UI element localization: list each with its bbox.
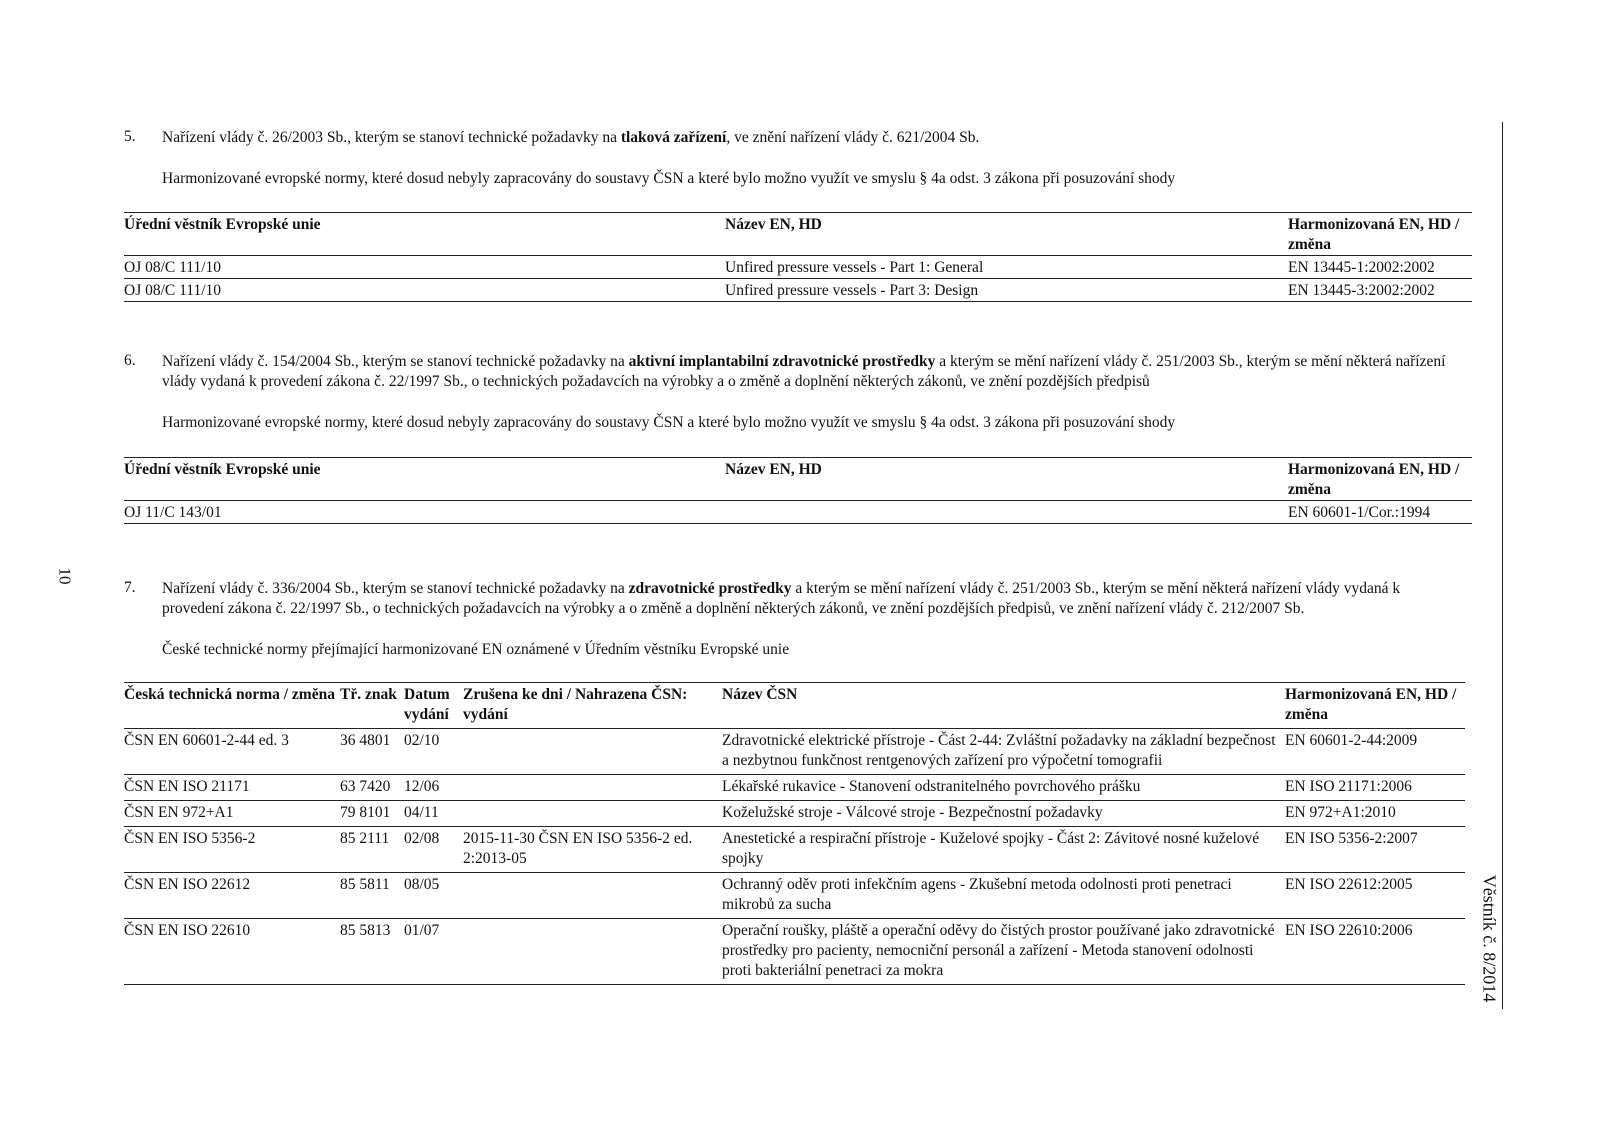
section-6-title: Nařízení vlády č. 154/2004 Sb., kterým se stanoví technické požadavky na aktivní implantabilní zdravotnické prostředky a kterým se mění nařízení vlády č. 251/2003 Sb., kterým se mění některá nařízení vlády vydaná k provedení zákona č. 22/1997 Sb., o technických požadavcích na výrobky a o změně a doplnění některých zákonů, ve znění pozdějších předpisů: [162, 353, 1446, 390]
table-row: [124, 775, 1465, 801]
section-5-table: [124, 212, 1472, 302]
table-cell: EN 13445-1:2002:2002: [1288, 259, 1435, 276]
table-cell: EN ISO 21171:2006: [1285, 778, 1412, 795]
section-7-table: [124, 682, 1465, 985]
column-header: Tř. znak: [340, 686, 397, 703]
section-6-table: [124, 457, 1472, 524]
table-cell: EN ISO 22612:2005: [1285, 876, 1413, 893]
table-cell: Unfired pressure vessels - Part 3: Design: [725, 282, 979, 299]
margin-divider: [1502, 122, 1503, 1009]
table-cell: 85 5811: [340, 876, 390, 893]
column-header: Harmonizovaná EN, HD / změna: [1288, 216, 1460, 253]
column-header: Harmonizovaná EN, HD / změna: [1288, 461, 1460, 498]
column-header: Datum vydání: [404, 686, 450, 723]
table-cell: [463, 775, 722, 801]
column-header: Česká technická norma / změna: [124, 686, 335, 703]
table-header-row: [124, 458, 1472, 501]
table-cell: OJ 08/C 111/10: [124, 282, 222, 299]
table-cell: OJ 08/C 111/10: [124, 259, 222, 276]
column-header: Úřední věstník Evropské unie: [124, 216, 321, 233]
section-5-number: 5.: [124, 128, 136, 145]
page-number: 10: [55, 567, 75, 585]
section-6-subtitle: Harmonizované evropské normy, které dosud nebyly zapracovány do soustavy ČSN a které bylo možno využít ve smyslu § 4a odst. 3 zákona při posuzování shody: [162, 414, 1176, 431]
table-header-row: [124, 683, 1465, 729]
table-cell: 63 7420: [340, 778, 391, 795]
table-cell: Operační roušky, pláště a operační oděvy do čistých prostor používané jako zdravotnické prostředky pro pacienty, nemocniční personál a zařízení - Metoda stanovení odolnosti proti bakteriální penetraci za mokra: [722, 922, 1275, 979]
table-cell: EN ISO 22610:2006: [1285, 922, 1413, 939]
table-cell: [463, 801, 722, 827]
table-header-row: [124, 213, 1472, 256]
table-cell: 01/07: [404, 922, 440, 939]
table-cell: Lékařské rukavice - Stanovení odstranitelného povrchového prášku: [722, 778, 1141, 795]
section-5-title: Nařízení vlády č. 26/2003 Sb., kterým se stanoví technické požadavky na tlaková zařízení, ve znění nařízení vlády č. 621/2004 Sb.: [162, 129, 980, 146]
table-row: [124, 919, 1465, 985]
table-cell: 02/08: [404, 830, 440, 847]
table-row: [124, 827, 1465, 873]
table-row: [124, 873, 1465, 919]
table-cell: EN 972+A1:2010: [1285, 804, 1396, 821]
table-row: [124, 256, 1472, 279]
table-cell: Anestetické a respirační přístroje - Kuželové spojky - Část 2: Závitové nosné kuželové spojky: [722, 830, 1260, 867]
table-cell: EN ISO 5356-2:2007: [1285, 830, 1418, 847]
table-row: [124, 279, 1472, 302]
column-header: Harmonizovaná EN, HD / změna: [1285, 686, 1457, 723]
table-cell: [463, 729, 722, 775]
table-cell: 85 2111: [340, 830, 390, 847]
table-cell: ČSN EN ISO 21171: [124, 778, 250, 795]
table-cell: ČSN EN ISO 5356-2: [124, 830, 256, 847]
column-header: Název ČSN: [722, 686, 798, 703]
table-cell: 2015-11-30 ČSN EN ISO 5356-2 ed. 2:2013-05: [463, 830, 693, 867]
table-cell: EN 60601-2-44:2009: [1285, 732, 1418, 749]
section-7-subtitle: České technické normy přejímající harmonizované EN oznámené v Úředním věstníku Evropské unie: [162, 641, 790, 658]
section-5-subtitle: Harmonizované evropské normy, které dosud nebyly zapracovány do soustavy ČSN a které bylo možno využít ve smyslu § 4a odst. 3 zákona při posuzování shody: [162, 170, 1176, 187]
table-cell: ČSN EN 60601-2-44 ed. 3: [124, 732, 289, 749]
table-cell: EN 13445-3:2002:2002: [1288, 282, 1435, 299]
column-header: Úřední věstník Evropské unie: [124, 461, 321, 478]
table-cell: Zdravotnické elektrické přístroje - Část 2-44: Zvláštní požadavky na základní bezpečnost a nezbytnou funkčnost rentgenových zařízení pro výpočetní tomografii: [722, 732, 1276, 769]
table-cell: [725, 501, 1288, 524]
table-cell: ČSN EN ISO 22610: [124, 922, 251, 939]
table-row: [124, 501, 1472, 524]
table-cell: 85 5813: [340, 922, 391, 939]
table-cell: ČSN EN 972+A1: [124, 804, 234, 821]
journal-issue: Věstník č. 8/2014: [1479, 874, 1500, 1003]
table-cell: OJ 11/C 143/01: [124, 504, 222, 521]
table-cell: EN 60601-1/Cor.:1994: [1288, 504, 1431, 521]
column-header: Název EN, HD: [725, 461, 822, 478]
section-7-title: Nařízení vlády č. 336/2004 Sb., kterým se stanoví technické požadavky na zdravotnické prostředky a kterým se mění nařízení vlády č. 251/2003 Sb., kterým se mění některá nařízení vlády vydaná k provedení zákona č. 22/1997 Sb., o technických požadavcích na výrobky a o změně a doplnění některých zákonů, ve znění pozdějších předpisů, ve znění nařízení vlády č. 212/2007 Sb.: [162, 580, 1401, 617]
column-header: Název EN, HD: [725, 216, 822, 233]
section-7-number: 7.: [124, 579, 136, 596]
table-cell: Koželužské stroje - Válcové stroje - Bezpečnostní požadavky: [722, 804, 1103, 821]
table-cell: ČSN EN ISO 22612: [124, 876, 251, 893]
table-cell: 02/10: [404, 732, 440, 749]
table-cell: Unfired pressure vessels - Part 1: General: [725, 259, 984, 276]
column-header: Zrušena ke dni / Nahrazena ČSN: vydání: [463, 686, 688, 723]
table-cell: [463, 873, 722, 919]
section-6-number: 6.: [124, 352, 136, 369]
table-cell: 12/06: [404, 778, 440, 795]
table-row: [124, 801, 1465, 827]
table-cell: [463, 919, 722, 985]
table-cell: 04/11: [404, 804, 439, 821]
table-cell: 79 8101: [340, 804, 391, 821]
table-row: [124, 729, 1465, 775]
table-cell: Ochranný oděv proti infekčním agens - Zkušební metoda odolnosti proti penetraci mikrobů za sucha: [722, 876, 1232, 913]
table-cell: 08/05: [404, 876, 440, 893]
table-cell: 36 4801: [340, 732, 391, 749]
